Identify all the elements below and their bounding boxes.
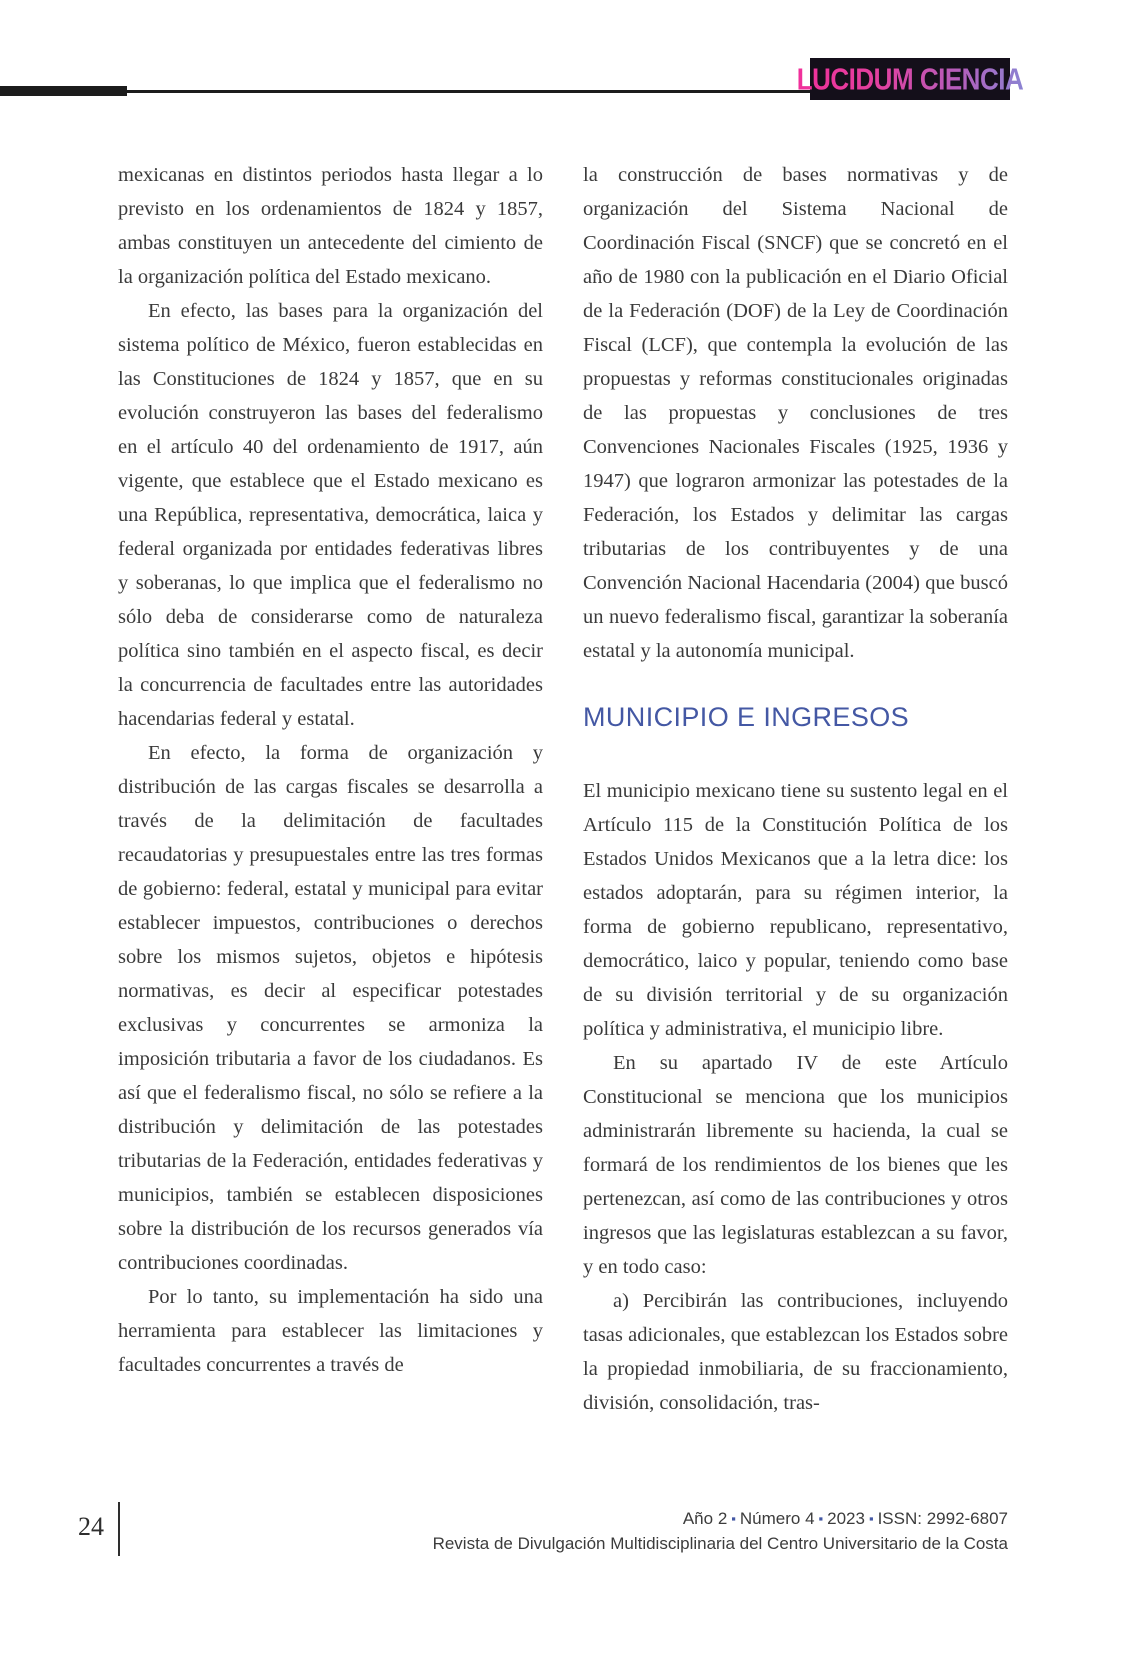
paragraph: mexicanas en distintos periodos hasta llegar a lo previsto en los ordenamientos de 1824 y 1857, ambas constituyen un antecedente del cimiento de la organización política del Estado mexicano. <box>118 164 543 288</box>
page-number: 24 <box>78 1512 104 1541</box>
left-column <box>118 158 543 1420</box>
section-heading: MUNICIPIO E INGRESOS <box>583 702 910 732</box>
footer-meta-part: Año 2 <box>682 1509 728 1528</box>
paragraph: En su apartado IV de este Artículo Constitucional se menciona que los municipios administrarán libremente su hacienda, la cual se formará de los rendimientos de los bienes que les pertenezcan, así como de las contribuciones y otros ingresos que las legislaturas establezcan a su favor, y en todo caso: <box>583 1052 1008 1278</box>
footer-journal-line: Revista de Divulgación Multidisciplinaria del Centro Universitario de la Costa <box>432 1534 1008 1553</box>
paragraph: la construcción de bases normativas y de organización del Sistema Nacional de Coordinación Fiscal (SNCF) que se concretó en el año de 1980 con la publicación en el Diario Oficial de la Federación (DOF) de la Ley de Coordinación Fiscal (LCF), que contempla la evolución de las propuestas y reformas constitucionales originadas de las propuestas y conclusiones de tres Convenciones Nacionales Fiscales (1925, 1936 y 1947) que lograron armonizar las potestades de la Federación, los Estados y delimitar las cargas tributarias de los contribuyentes y de una Convención Nacional Hacendaria (2004) que buscó un nuevo federalismo fiscal, garantizar la soberanía estatal y la autonomía municipal. <box>583 164 1008 662</box>
paragraph: El municipio mexicano tiene su sustento legal en el Artículo 115 de la Constitución Política de los Estados Unidos Mexicanos que a la letra dice: los estados adoptarán, para su régimen interior, la forma de gobierno republicano, representativo, democrático, laico y popular, teniendo como base de su división territorial y de su organización política y administrativa, el municipio libre. <box>583 780 1008 1040</box>
journal-logo <box>796 58 1024 100</box>
footer-meta-part: 2023 <box>827 1509 865 1528</box>
square-separator-icon: ▪ <box>731 1511 736 1526</box>
journal-logo-text: LUCIDUM CIENCIA <box>796 60 1024 97</box>
footer-meta-part: ISSN: 2992-6807 <box>877 1509 1008 1528</box>
right-column <box>583 158 1008 1420</box>
paragraph: Por lo tanto, su implementación ha sido una herramienta para establecer las limitaciones y facultades concurrentes a través de <box>118 1286 543 1376</box>
footer-info <box>433 1506 1008 1556</box>
paragraph: a) Percibirán las contribuciones, incluyendo tasas adicionales, que establezcan los Estados sobre la propiedad inmobiliaria, de su fraccionamiento, división, consolidación, tras- <box>583 1290 1008 1414</box>
footer-divider <box>118 1502 120 1556</box>
paragraph: En efecto, la forma de organización y distribución de las cargas fiscales se desarrolla a través de la delimitación de facultades recaudatorias y presupuestales entre las tres formas de gobierno: federal, estatal y municipal para evitar establecer impuestos, contribuciones o derechos sobre los mismos sujetos, objetos e hipótesis normativas, es decir al especificar potestades exclusivas y concurrentes se armoniza la imposición tributaria a favor de los ciudadanos. Es así que el federalismo fiscal, no sólo se refiere a la distribución y delimitación de las potestades tributarias de la Federación, entidades federativas y municipios, también se establecen disposiciones sobre la distribución de los recursos generados vía contribuciones coordinadas. <box>118 742 543 1274</box>
footer-meta-part: Número 4 <box>739 1509 815 1528</box>
header-rule-thick-segment <box>0 86 127 96</box>
square-separator-icon: ▪ <box>868 1511 874 1526</box>
article-body <box>118 158 1008 1420</box>
paragraph: En efecto, las bases para la organización del sistema político de México, fueron establecidas en las Constituciones de 1824 y 1857, que en su evolución construyeron las bases del federalismo en el artículo 40 del ordenamiento de 1917, aún vigente, que establece que el Estado mexicano es una República, representativa, democrática, laica y federal organizada por entidades federativas libres y soberanas, lo que implica que el federalismo no sólo deba de considerarse como de naturaleza política sino también en el aspecto fiscal, es decir la concurrencia de facultades entre las autoridades hacendarias federal y estatal. <box>118 300 543 730</box>
square-separator-icon: ▪ <box>818 1511 824 1526</box>
footer-meta-line <box>433 1506 1008 1531</box>
